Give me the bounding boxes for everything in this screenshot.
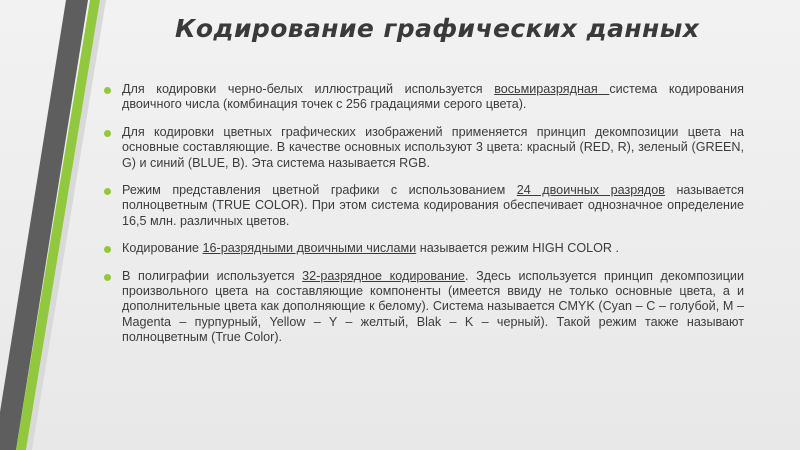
bullet-dot-icon (104, 188, 111, 195)
bullet-text: . Здесь используется принцип декомпозиции произвольного цвета на составляющие компоненты (имеется ввиду не только основные цвета, а и дополнительные цвета как дополняющие к белому). Система называется CMYK (Cyan – C – голубой, M – Magenta – пурпурный, Yellow – Y – желтый, Blak – K – черный). Такой режим также называют полноцветным (True Color). (122, 268, 744, 345)
bullet-item (102, 82, 744, 113)
light-stripe (26, 0, 106, 450)
bullet-list (102, 82, 744, 346)
bullet-text: Для кодировки цветных графических изображений применяется принцип декомпозиции цвета на основные составляющие. В качестве основных используют 3 цвета: красный (RED, R), зеленый (GREEN, G) и синий (BLUE, B). Эта система называется RGB. (122, 124, 744, 170)
bullet-text: Кодирование (122, 241, 203, 256)
underlined-term: 24 двоичных разрядов (516, 183, 665, 198)
underlined-term: 16-разрядными двоичными числами (202, 241, 417, 256)
bullet-item (102, 183, 744, 229)
bullet-item (102, 125, 744, 171)
bullet-dot-icon (104, 130, 111, 137)
bullet-text: называется режим HIGH COLOR . (416, 241, 620, 256)
underlined-term: восьмиразрядная (494, 82, 610, 96)
bullet-text: Для кодировки черно-белых иллюстраций используется (122, 82, 495, 96)
slide-title: Кодирование графических данных (175, 14, 700, 43)
slide-content (102, 82, 744, 358)
bullet-text: Режим представления цветной графики с использованием (122, 183, 517, 198)
underlined-term: 32-разрядное кодирование (302, 268, 465, 283)
bullet-text: система кодирования двоичного числа (комбинация точек с 256 градациями серого цвета). (122, 82, 744, 112)
bullet-item (102, 241, 744, 256)
bullet-text: В полиграфии используется (122, 268, 303, 283)
bullet-dot-icon (104, 87, 111, 94)
bullet-text: называется полноцветным (TRUE COLOR). При этом система кодирования обеспечивает однозначное определение 16,5 млн. различных цветов. (122, 183, 744, 228)
bullet-dot-icon (104, 274, 111, 281)
bullet-dot-icon (104, 246, 111, 253)
green-stripe (16, 0, 100, 450)
bullet-item (102, 269, 744, 346)
dark-stripe (0, 0, 88, 450)
